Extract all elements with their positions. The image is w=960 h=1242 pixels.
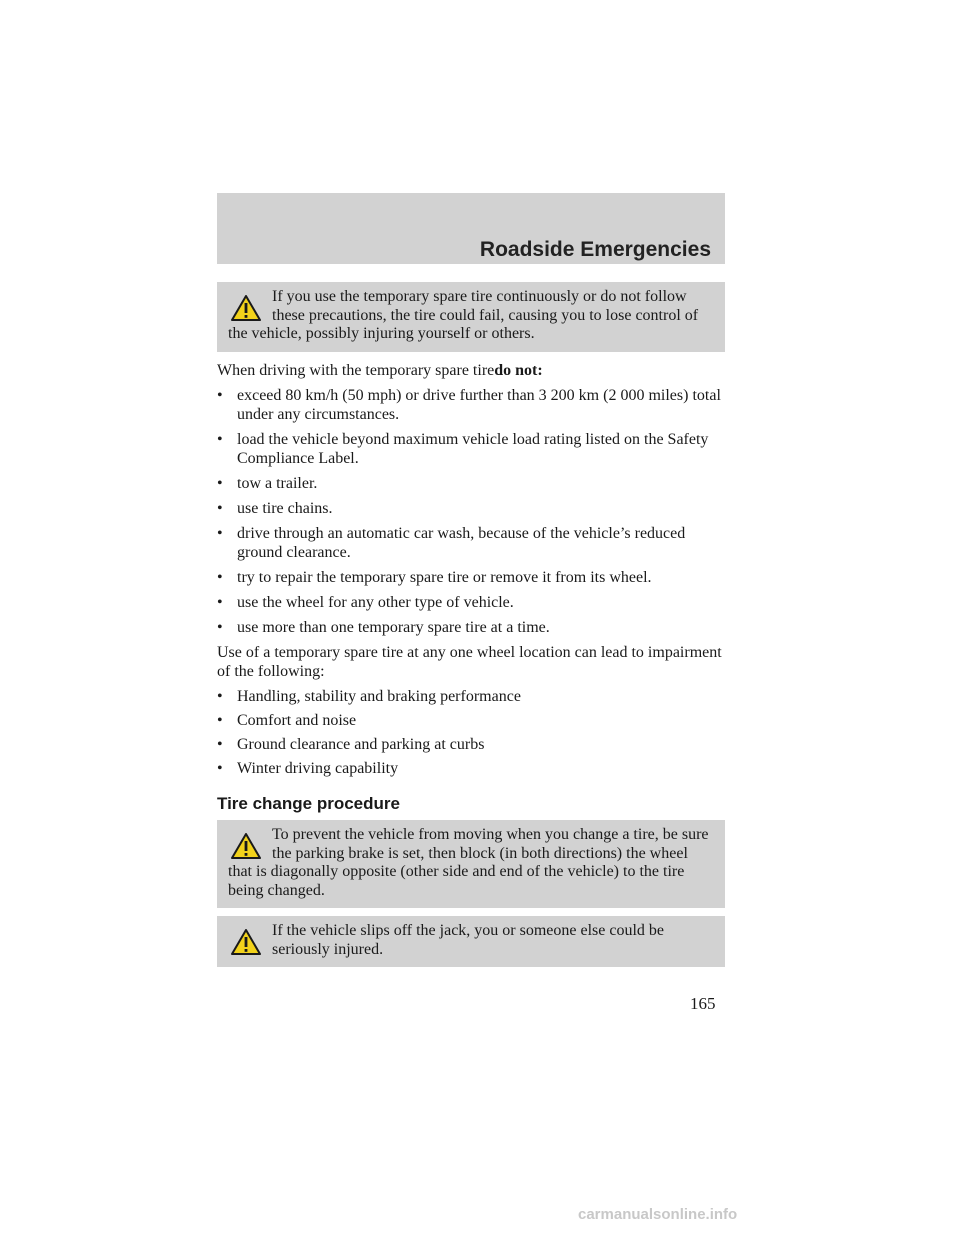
do-not-section: [217, 361, 727, 783]
warning-triangle-icon: [230, 832, 262, 860]
impairment-paragraph: Use of a temporary spare tire at any one wheel location can lead to impairment of the following:: [217, 644, 722, 680]
list-item: • Ground clearance and parking at curbs: [217, 736, 485, 753]
list-item: • use more than one temporary spare tire at a time.: [217, 619, 550, 636]
intro-emphasis: do not:: [494, 362, 543, 379]
warning-triangle-icon: [230, 928, 262, 956]
list-item: • Winter driving capability: [217, 760, 399, 777]
warning-text: To prevent the vehicle from moving when you change a tire, be sure the parking brake is set, then block (in both directions) the wheel that is diagonally opposite (other side and end of the vehicle) to the tire being changed.: [228, 826, 709, 899]
list-item: • tow a trailer.: [217, 475, 318, 492]
warning-text: If you use the temporary spare tire continuously or do not follow these precautions, the tire could fail, causing you to lose control of the vehicle, possibly injuring yourself or others.: [228, 288, 699, 342]
footer-watermark: carmanualsonline.info: [578, 1206, 738, 1223]
intro-text: When driving with the temporary spare tire: [217, 362, 495, 379]
warning-box-2: [217, 820, 725, 908]
list-item: • load the vehicle beyond maximum vehicle load rating listed on the Safety Compliance Label.: [217, 431, 709, 467]
intro-paragraph: [217, 361, 727, 380]
page-number: 165: [690, 994, 716, 1013]
page-header-title: Roadside Emergencies: [479, 238, 711, 261]
warning-box-3: [217, 916, 725, 967]
section-heading: Tire change procedure: [217, 794, 400, 813]
warning-box-1: [217, 282, 725, 352]
list-item: • drive through an automatic car wash, because of the vehicle’s reduced ground clearance.: [217, 525, 686, 561]
list-item: • Handling, stability and braking performance: [217, 688, 521, 705]
warning-triangle-icon: [230, 294, 262, 322]
list-item: • Comfort and noise: [217, 712, 357, 729]
list-item: • use the wheel for any other type of vehicle.: [217, 594, 514, 611]
list-item: • use tire chains.: [217, 500, 333, 517]
header-band: [217, 193, 725, 264]
list-item: • try to repair the temporary spare tire or remove it from its wheel.: [217, 569, 652, 586]
warning-text: If the vehicle slips off the jack, you or someone else could be seriously injured.: [272, 922, 665, 958]
list-item: • exceed 80 km/h (50 mph) or drive further than 3 200 km (2 000 miles) total under any circumstances.: [217, 387, 721, 423]
